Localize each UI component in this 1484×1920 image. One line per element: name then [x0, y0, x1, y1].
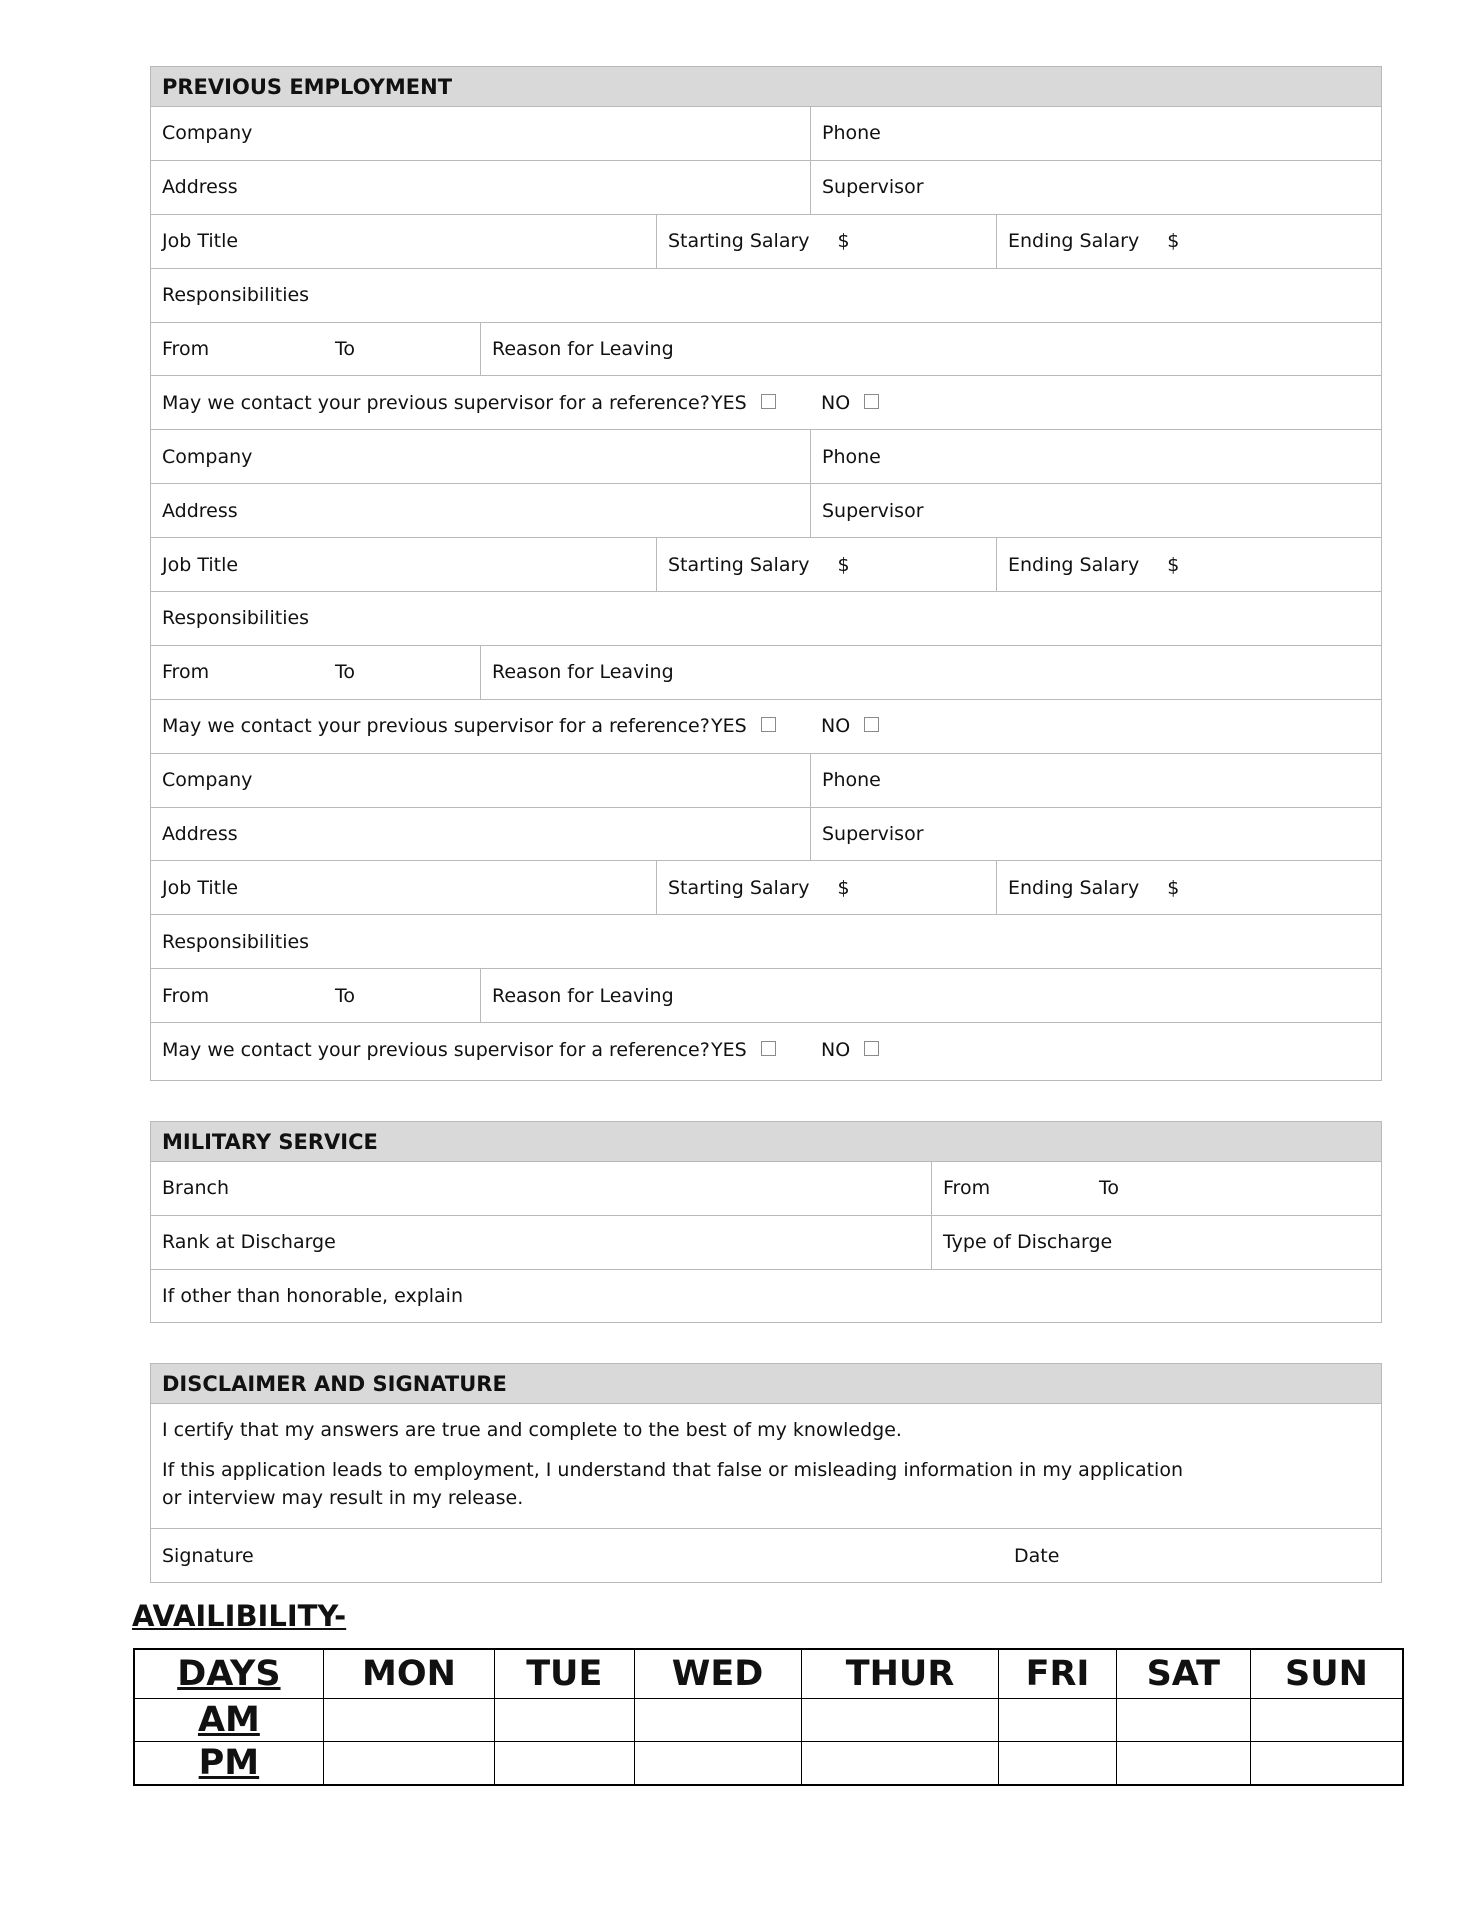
day-header-mon: MON	[323, 1649, 494, 1699]
supervisor-field[interactable]	[811, 808, 1381, 861]
to-label: To	[335, 661, 356, 684]
availability-cell-wed-pm[interactable]	[634, 1742, 801, 1786]
military-rank-row	[151, 1216, 1381, 1270]
starting-salary-label: Starting Salary	[668, 553, 810, 576]
military-explain-row	[151, 1270, 1381, 1324]
rank-label: Rank at Discharge	[162, 1231, 336, 1254]
phone-field[interactable]	[811, 107, 1381, 160]
dates-row	[151, 969, 1381, 1023]
reference-yes-option[interactable]	[711, 392, 776, 414]
day-header-fri: FRI	[999, 1649, 1116, 1699]
date-label: Date	[1014, 1544, 1060, 1567]
availability-cell-sat-pm[interactable]	[1116, 1742, 1250, 1786]
job-title-label: Job Title	[162, 876, 239, 899]
day-header-sat: SAT	[1116, 1649, 1250, 1699]
job-title-label: Job Title	[162, 230, 239, 253]
row-label-am: AM	[134, 1699, 323, 1742]
starting-salary-currency: $	[837, 230, 850, 253]
branch-label: Branch	[162, 1177, 230, 1200]
reference-question: May we contact your previous supervisor for a reference?	[162, 391, 710, 414]
phone-label: Phone	[822, 122, 881, 145]
ending-salary-label: Ending Salary	[1008, 876, 1140, 899]
address-field[interactable]	[151, 808, 811, 861]
ending-salary-label: Ending Salary	[1008, 553, 1140, 576]
responsibilities-row	[151, 592, 1381, 646]
job-title-label: Job Title	[162, 553, 239, 576]
yes-checkbox[interactable]	[761, 1041, 776, 1056]
no-label: NO	[821, 391, 851, 414]
yes-label: YES	[711, 1039, 747, 1062]
address-row	[151, 484, 1381, 538]
address-row	[151, 161, 1381, 215]
responsibilities-field[interactable]	[151, 592, 1381, 645]
responsibilities-label: Responsibilities	[162, 930, 310, 953]
reference-yes-option[interactable]	[711, 1039, 776, 1061]
disclaimer-section	[150, 1363, 1382, 1583]
ending-salary-field[interactable]	[997, 215, 1381, 268]
explain-label: If other than honorable, explain	[162, 1285, 464, 1308]
job-row	[151, 538, 1381, 592]
availability-cell-mon-am[interactable]	[323, 1699, 494, 1742]
no-label: NO	[821, 715, 851, 738]
no-checkbox[interactable]	[864, 1041, 879, 1056]
branch-field[interactable]	[151, 1162, 932, 1215]
yes-label: YES	[711, 391, 747, 414]
availability-cell-sun-am[interactable]	[1251, 1699, 1403, 1742]
reason-field[interactable]	[481, 646, 1381, 699]
signature-label: Signature	[162, 1544, 254, 1567]
availability-cell-wed-am[interactable]	[634, 1699, 801, 1742]
military-service-section	[150, 1121, 1382, 1323]
reason-label: Reason for Leaving	[492, 661, 674, 684]
responsibilities-field[interactable]	[151, 269, 1381, 322]
job-title-field[interactable]	[151, 861, 657, 914]
responsibilities-row	[151, 915, 1381, 969]
previous-employment-section	[150, 66, 1382, 1081]
military-from-label: From	[943, 1177, 991, 1200]
dates-field[interactable]	[151, 969, 481, 1022]
responsibilities-label: Responsibilities	[162, 607, 310, 630]
from-label: From	[162, 984, 210, 1007]
reference-no-option[interactable]	[821, 715, 879, 737]
reference-yes-option[interactable]	[711, 715, 776, 737]
disclaimer-line-2: If this application leads to employment, I understand that false or misleading information in my application or interview may result in my release.	[162, 1459, 1183, 1509]
discharge-type-label: Type of Discharge	[943, 1231, 1113, 1254]
company-row	[151, 430, 1381, 484]
military-service-header: MILITARY SERVICE	[151, 1122, 1381, 1162]
company-field[interactable]	[151, 430, 811, 483]
disclaimer-header: DISCLAIMER AND SIGNATURE	[151, 1364, 1381, 1404]
reference-row	[151, 376, 1381, 430]
supervisor-label: Supervisor	[822, 176, 924, 199]
starting-salary-currency: $	[837, 553, 850, 576]
responsibilities-row	[151, 269, 1381, 323]
day-header-wed: WED	[634, 1649, 801, 1699]
starting-salary-field[interactable]	[657, 215, 997, 268]
from-label: From	[162, 338, 210, 360]
from-label: From	[162, 661, 210, 684]
reason-field[interactable]	[481, 323, 1381, 376]
to-label: To	[335, 984, 356, 1007]
previous-employment-header: PREVIOUS EMPLOYMENT	[151, 67, 1381, 107]
dates-field[interactable]	[151, 646, 481, 699]
phone-field[interactable]	[811, 430, 1381, 483]
day-header-sun: SUN	[1251, 1649, 1403, 1699]
availability-cell-fri-pm[interactable]	[999, 1742, 1116, 1786]
address-row	[151, 808, 1381, 862]
availability-row-am	[134, 1699, 1403, 1742]
signature-row[interactable]	[151, 1529, 1381, 1582]
job-title-field[interactable]	[151, 215, 657, 268]
availability-cell-thur-pm[interactable]	[801, 1742, 999, 1786]
availability-cell-mon-pm[interactable]	[323, 1742, 494, 1786]
ending-salary-currency: $	[1167, 230, 1180, 253]
military-dates-field[interactable]	[932, 1162, 1381, 1215]
military-to-label: To	[1099, 1177, 1120, 1200]
responsibilities-label: Responsibilities	[162, 284, 310, 307]
reference-row	[151, 700, 1381, 754]
dates-field[interactable]	[151, 323, 481, 376]
company-field[interactable]	[151, 107, 811, 160]
yes-checkbox[interactable]	[761, 394, 776, 409]
dates-row	[151, 646, 1381, 700]
supervisor-field[interactable]	[811, 161, 1381, 214]
availability-cell-tue-am[interactable]	[495, 1699, 634, 1742]
explain-field[interactable]	[151, 1270, 1381, 1324]
days-header: DAYS	[134, 1649, 323, 1699]
military-branch-row	[151, 1162, 1381, 1216]
dates-row	[151, 323, 1381, 377]
job-title-field[interactable]	[151, 538, 657, 591]
reason-field[interactable]	[481, 969, 1381, 1022]
address-field[interactable]	[151, 161, 811, 214]
job-row	[151, 861, 1381, 915]
availability-table	[133, 1648, 1404, 1786]
phone-label: Phone	[822, 445, 881, 468]
reference-no-option[interactable]	[821, 392, 879, 414]
address-field[interactable]	[151, 484, 811, 537]
row-label-pm: PM	[134, 1742, 323, 1786]
day-header-thur: THUR	[801, 1649, 999, 1699]
address-label: Address	[162, 823, 238, 846]
availability-cell-sun-pm[interactable]	[1251, 1742, 1403, 1786]
availability-cell-fri-am[interactable]	[999, 1699, 1116, 1742]
reason-label: Reason for Leaving	[492, 338, 674, 360]
company-label: Company	[162, 122, 253, 145]
availability-title: AVAILIBILITY-	[132, 1599, 347, 1633]
ending-salary-currency: $	[1167, 876, 1180, 899]
availability-header-row	[134, 1649, 1403, 1699]
no-checkbox[interactable]	[864, 717, 879, 732]
company-field[interactable]	[151, 754, 811, 807]
starting-salary-label: Starting Salary	[668, 876, 810, 899]
yes-label: YES	[711, 715, 747, 738]
supervisor-field[interactable]	[811, 484, 1381, 537]
yes-checkbox[interactable]	[761, 717, 776, 732]
reference-no-option[interactable]	[821, 1039, 879, 1061]
discharge-type-field[interactable]	[932, 1216, 1381, 1269]
phone-label: Phone	[822, 769, 881, 792]
ending-salary-currency: $	[1167, 553, 1180, 576]
address-label: Address	[162, 176, 238, 199]
availability-cell-thur-am[interactable]	[801, 1699, 999, 1742]
reference-question: May we contact your previous supervisor for a reference?	[162, 1039, 710, 1062]
day-header-tue: TUE	[495, 1649, 634, 1699]
reference-row	[151, 1023, 1381, 1077]
availability-cell-sat-am[interactable]	[1116, 1699, 1250, 1742]
company-label: Company	[162, 769, 253, 792]
responsibilities-field[interactable]	[151, 915, 1381, 968]
disclaimer-text	[151, 1404, 1381, 1529]
address-label: Address	[162, 499, 238, 522]
ending-salary-field[interactable]	[997, 861, 1381, 914]
ending-salary-field[interactable]	[997, 538, 1381, 591]
to-label: To	[335, 338, 356, 360]
company-row	[151, 107, 1381, 161]
starting-salary-field[interactable]	[657, 861, 997, 914]
disclaimer-line-1: I certify that my answers are true and complete to the best of my knowledge.	[162, 1419, 902, 1441]
phone-field[interactable]	[811, 754, 1381, 807]
no-checkbox[interactable]	[864, 394, 879, 409]
rank-field[interactable]	[151, 1216, 932, 1269]
availability-cell-tue-pm[interactable]	[495, 1742, 634, 1786]
job-row	[151, 215, 1381, 269]
availability-row-pm	[134, 1742, 1403, 1786]
starting-salary-label: Starting Salary	[668, 230, 810, 253]
ending-salary-label: Ending Salary	[1008, 230, 1140, 253]
starting-salary-currency: $	[837, 876, 850, 899]
starting-salary-field[interactable]	[657, 538, 997, 591]
reason-label: Reason for Leaving	[492, 984, 674, 1007]
no-label: NO	[821, 1039, 851, 1062]
supervisor-label: Supervisor	[822, 499, 924, 522]
company-row	[151, 754, 1381, 808]
reference-question: May we contact your previous supervisor for a reference?	[162, 715, 710, 738]
company-label: Company	[162, 445, 253, 468]
supervisor-label: Supervisor	[822, 823, 924, 846]
